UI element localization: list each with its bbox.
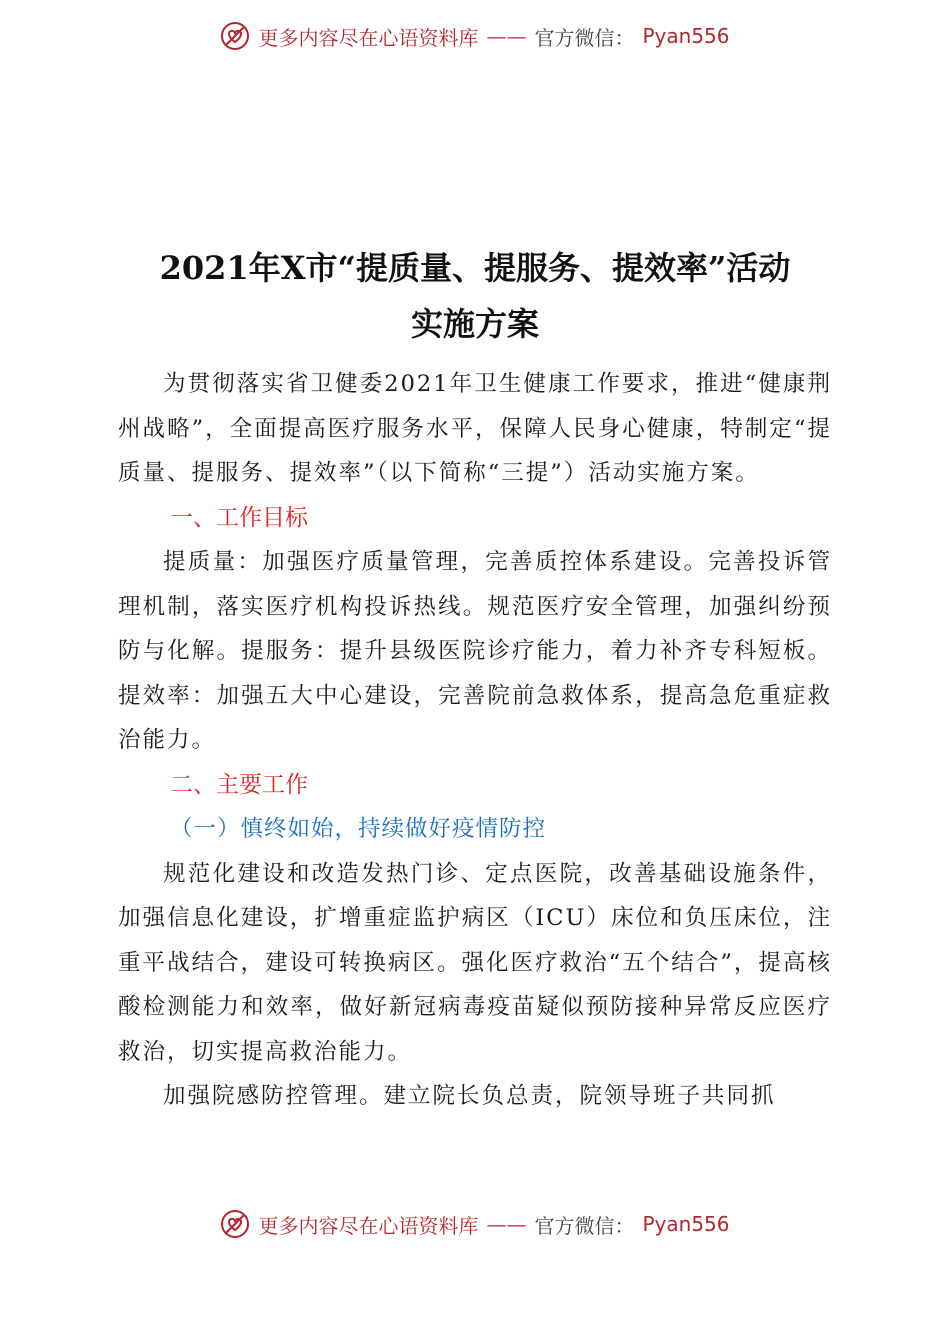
subsection-heading-epidemic: （一）慎终如始，持续做好疫情防控 bbox=[170, 816, 547, 842]
watermark-separator: —— bbox=[486, 1212, 527, 1236]
watermark-text: 更多内容尽在心语资料库 bbox=[258, 25, 479, 50]
heart-logo-icon bbox=[220, 1209, 250, 1239]
intro-paragraph: 为贯彻落实省卫健委2021年卫生健康工作要求，推进“健康荆州战略”，全面提高医疗服务水平，保障人民身心健康，特制定“提质量、提服务、提效率”（以下简称“三提”）活动实施方案。 bbox=[118, 371, 832, 486]
wechat-id: Pyan556 bbox=[642, 1212, 730, 1236]
wechat-label: 官方微信： bbox=[534, 1213, 635, 1238]
wechat-label: 官方微信： bbox=[534, 25, 635, 50]
heart-logo-icon bbox=[220, 21, 250, 51]
watermark-separator: —— bbox=[486, 24, 527, 48]
section-heading-goals: 一、工作目标 bbox=[170, 504, 308, 531]
epidemic-paragraph-2: 加强院感防控管理。建立院长负总责，院领导班子共同抓 bbox=[163, 1083, 776, 1109]
epidemic-paragraph-1: 规范化建设和改造发热门诊、定点医院，改善基础设施条件，加强信息化建设，扩增重症监护病区（ICU）床位和负压床位，注重平战结合，建设可转换病区。强化医疗救治“五个结合”，提高核酸检测能力和效率，做好新冠病毒疫苗疑似预防接种异常反应医疗救治，切实提高救治能力。 bbox=[118, 860, 832, 1065]
header-watermark bbox=[0, 16, 950, 56]
section-heading-main-work: 二、主要工作 bbox=[170, 771, 308, 798]
title-line-2: 实施方案 bbox=[410, 305, 539, 343]
footer-watermark bbox=[0, 1204, 950, 1244]
document-body bbox=[118, 362, 832, 1119]
wechat-id: Pyan556 bbox=[642, 24, 730, 48]
document-title bbox=[110, 240, 840, 352]
watermark-text: 更多内容尽在心语资料库 bbox=[258, 1213, 479, 1238]
goals-paragraph: 提质量：加强医疗质量管理，完善质控体系建设。完善投诉管理机制，落实医疗机构投诉热线。规范医疗安全管理，加强纠纷预防与化解。提服务：提升县级医院诊疗能力，着力补齐专科短板。提效率：加强五大中心建设，完善院前急救体系，提高急危重症救治能力。 bbox=[118, 549, 832, 753]
title-line-1: 2021年X市“提质量、提服务、提效率”活动 bbox=[159, 249, 791, 287]
